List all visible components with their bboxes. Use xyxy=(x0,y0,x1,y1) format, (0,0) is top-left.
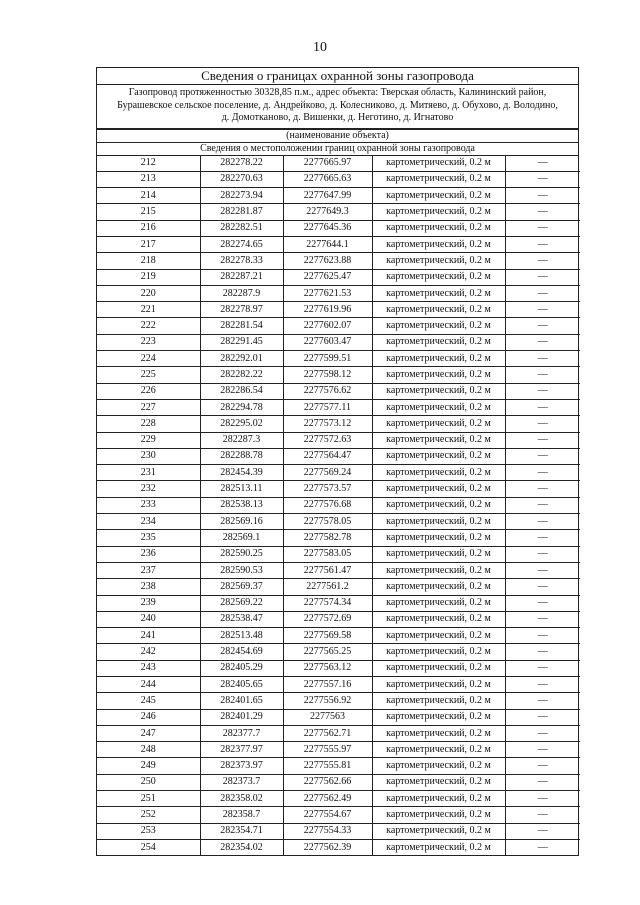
method-accuracy-cell: картометрический, 0.2 м xyxy=(372,644,505,660)
description-cell: — xyxy=(505,725,580,741)
method-accuracy-cell: картометрический, 0.2 м xyxy=(372,497,505,513)
x-coordinate-cell: 282274.65 xyxy=(200,236,283,252)
x-coordinate-cell: 282538.13 xyxy=(200,497,283,513)
point-number-cell: 214 xyxy=(97,188,200,204)
method-accuracy-cell: картометрический, 0.2 м xyxy=(372,839,505,855)
point-number-cell: 225 xyxy=(97,367,200,383)
table-row xyxy=(97,269,580,285)
table-row xyxy=(97,399,580,415)
table-row xyxy=(97,530,580,546)
y-coordinate-cell: 2277665.97 xyxy=(283,156,372,172)
method-accuracy-cell: картометрический, 0.2 м xyxy=(372,562,505,578)
point-number-cell: 253 xyxy=(97,823,200,839)
y-coordinate-cell: 2277599.51 xyxy=(283,351,372,367)
description-cell: — xyxy=(505,383,580,399)
point-number-cell: 217 xyxy=(97,236,200,252)
description-cell: — xyxy=(505,823,580,839)
x-coordinate-cell: 282286.54 xyxy=(200,383,283,399)
x-coordinate-cell: 282377.97 xyxy=(200,742,283,758)
description-cell: — xyxy=(505,660,580,676)
description-cell: — xyxy=(505,579,580,595)
y-coordinate-cell: 2277623.88 xyxy=(283,253,372,269)
description-cell: — xyxy=(505,302,580,318)
point-number-cell: 254 xyxy=(97,839,200,855)
y-coordinate-cell: 2277562.66 xyxy=(283,774,372,790)
y-coordinate-cell: 2277603.47 xyxy=(283,334,372,350)
x-coordinate-cell: 282282.51 xyxy=(200,220,283,236)
coordinates-table xyxy=(97,156,580,856)
point-number-cell: 240 xyxy=(97,611,200,627)
x-coordinate-cell: 282401.65 xyxy=(200,693,283,709)
x-coordinate-cell: 282405.29 xyxy=(200,660,283,676)
method-accuracy-cell: картометрический, 0.2 м xyxy=(372,660,505,676)
point-number-cell: 227 xyxy=(97,399,200,415)
description-cell: — xyxy=(505,448,580,464)
section-title: Сведения о границах охранной зоны газопровода xyxy=(97,68,578,85)
method-accuracy-cell: картометрический, 0.2 м xyxy=(372,709,505,725)
y-coordinate-cell: 2277561.2 xyxy=(283,579,372,595)
y-coordinate-cell: 2277554.33 xyxy=(283,823,372,839)
y-coordinate-cell: 2277556.92 xyxy=(283,693,372,709)
table-row xyxy=(97,302,580,318)
y-coordinate-cell: 2277562.71 xyxy=(283,725,372,741)
x-coordinate-cell: 282454.39 xyxy=(200,465,283,481)
y-coordinate-cell: 2277572.63 xyxy=(283,432,372,448)
table-row xyxy=(97,204,580,220)
description-cell: — xyxy=(505,253,580,269)
x-coordinate-cell: 282373.97 xyxy=(200,758,283,774)
x-coordinate-cell: 282513.11 xyxy=(200,481,283,497)
description-cell: — xyxy=(505,204,580,220)
coordinates-table-body xyxy=(97,156,580,856)
method-accuracy-cell: картометрический, 0.2 м xyxy=(372,399,505,415)
description-cell: — xyxy=(505,465,580,481)
method-accuracy-cell: картометрический, 0.2 м xyxy=(372,188,505,204)
description-cell: — xyxy=(505,432,580,448)
point-number-cell: 238 xyxy=(97,579,200,595)
table-row xyxy=(97,432,580,448)
method-accuracy-cell: картометрический, 0.2 м xyxy=(372,481,505,497)
point-number-cell: 219 xyxy=(97,269,200,285)
point-number-cell: 226 xyxy=(97,383,200,399)
x-coordinate-cell: 282273.94 xyxy=(200,188,283,204)
y-coordinate-cell: 2277625.47 xyxy=(283,269,372,285)
description-cell: — xyxy=(505,791,580,807)
y-coordinate-cell: 2277576.62 xyxy=(283,383,372,399)
table-row xyxy=(97,758,580,774)
y-coordinate-cell: 2277602.07 xyxy=(283,318,372,334)
method-accuracy-cell: картометрический, 0.2 м xyxy=(372,448,505,464)
point-number-cell: 223 xyxy=(97,334,200,350)
y-coordinate-cell: 2277644.1 xyxy=(283,236,372,252)
x-coordinate-cell: 282569.1 xyxy=(200,530,283,546)
x-coordinate-cell: 282569.16 xyxy=(200,514,283,530)
y-coordinate-cell: 2277576.68 xyxy=(283,497,372,513)
point-number-cell: 229 xyxy=(97,432,200,448)
table-row xyxy=(97,807,580,823)
y-coordinate-cell: 2277583.05 xyxy=(283,546,372,562)
y-coordinate-cell: 2277645.36 xyxy=(283,220,372,236)
x-coordinate-cell: 282590.53 xyxy=(200,562,283,578)
description-cell: — xyxy=(505,839,580,855)
x-coordinate-cell: 282281.87 xyxy=(200,204,283,220)
point-number-cell: 235 xyxy=(97,530,200,546)
table-row xyxy=(97,725,580,741)
description-cell: — xyxy=(505,285,580,301)
x-coordinate-cell: 282287.21 xyxy=(200,269,283,285)
x-coordinate-cell: 282278.33 xyxy=(200,253,283,269)
y-coordinate-cell: 2277563 xyxy=(283,709,372,725)
method-accuracy-cell: картометрический, 0.2 м xyxy=(372,823,505,839)
method-accuracy-cell: картометрический, 0.2 м xyxy=(372,758,505,774)
description-cell: — xyxy=(505,628,580,644)
method-accuracy-cell: картометрический, 0.2 м xyxy=(372,351,505,367)
point-number-cell: 231 xyxy=(97,465,200,481)
point-number-cell: 212 xyxy=(97,156,200,172)
point-number-cell: 252 xyxy=(97,807,200,823)
table-row xyxy=(97,677,580,693)
y-coordinate-cell: 2277573.57 xyxy=(283,481,372,497)
table-row xyxy=(97,562,580,578)
x-coordinate-cell: 282294.78 xyxy=(200,399,283,415)
x-coordinate-cell: 282292.01 xyxy=(200,351,283,367)
point-number-cell: 222 xyxy=(97,318,200,334)
object-description-line: Газопровод протяженностью 30328,85 п.м., адрес объекта: Тверская область, Калининский район, xyxy=(128,87,547,98)
description-cell: — xyxy=(505,595,580,611)
description-cell: — xyxy=(505,188,580,204)
point-number-cell: 250 xyxy=(97,774,200,790)
y-coordinate-cell: 2277569.58 xyxy=(283,628,372,644)
point-number-cell: 248 xyxy=(97,742,200,758)
point-number-cell: 237 xyxy=(97,562,200,578)
point-number-cell: 232 xyxy=(97,481,200,497)
table-row xyxy=(97,693,580,709)
y-coordinate-cell: 2277598.12 xyxy=(283,367,372,383)
table-row xyxy=(97,579,580,595)
y-coordinate-cell: 2277621.53 xyxy=(283,285,372,301)
y-coordinate-cell: 2277563.12 xyxy=(283,660,372,676)
x-coordinate-cell: 282358.7 xyxy=(200,807,283,823)
method-accuracy-cell: картометрический, 0.2 м xyxy=(372,302,505,318)
method-accuracy-cell: картометрический, 0.2 м xyxy=(372,416,505,432)
table-row xyxy=(97,367,580,383)
table-row xyxy=(97,742,580,758)
x-coordinate-cell: 282287.3 xyxy=(200,432,283,448)
table-row xyxy=(97,448,580,464)
y-coordinate-cell: 2277562.49 xyxy=(283,791,372,807)
description-cell: — xyxy=(505,774,580,790)
x-coordinate-cell: 282454.69 xyxy=(200,644,283,660)
method-accuracy-cell: картометрический, 0.2 м xyxy=(372,156,505,172)
y-coordinate-cell: 2277582.78 xyxy=(283,530,372,546)
x-coordinate-cell: 282287.9 xyxy=(200,285,283,301)
point-number-cell: 236 xyxy=(97,546,200,562)
table-row xyxy=(97,514,580,530)
description-cell: — xyxy=(505,156,580,172)
description-cell: — xyxy=(505,807,580,823)
x-coordinate-cell: 282405.65 xyxy=(200,677,283,693)
table-row xyxy=(97,709,580,725)
table-row xyxy=(97,220,580,236)
point-number-cell: 220 xyxy=(97,285,200,301)
table-row xyxy=(97,644,580,660)
description-cell: — xyxy=(505,236,580,252)
page-number: 10 xyxy=(313,40,327,55)
description-cell: — xyxy=(505,367,580,383)
method-accuracy-cell: картометрический, 0.2 м xyxy=(372,579,505,595)
x-coordinate-cell: 282590.25 xyxy=(200,546,283,562)
method-accuracy-cell: картометрический, 0.2 м xyxy=(372,253,505,269)
boundary-document xyxy=(96,67,579,856)
point-number-cell: 241 xyxy=(97,628,200,644)
point-number-cell: 218 xyxy=(97,253,200,269)
table-row xyxy=(97,791,580,807)
method-accuracy-cell: картометрический, 0.2 м xyxy=(372,367,505,383)
description-cell: — xyxy=(505,693,580,709)
boundary-caption: Сведения о местоположении границ охранной зоны газопровода xyxy=(97,143,578,156)
x-coordinate-cell: 282270.63 xyxy=(200,171,283,187)
method-accuracy-cell: картометрический, 0.2 м xyxy=(372,383,505,399)
table-row xyxy=(97,318,580,334)
y-coordinate-cell: 2277564.47 xyxy=(283,448,372,464)
y-coordinate-cell: 2277557.16 xyxy=(283,677,372,693)
point-number-cell: 213 xyxy=(97,171,200,187)
x-coordinate-cell: 282278.22 xyxy=(200,156,283,172)
method-accuracy-cell: картометрический, 0.2 м xyxy=(372,628,505,644)
x-coordinate-cell: 282569.22 xyxy=(200,595,283,611)
table-row xyxy=(97,285,580,301)
method-accuracy-cell: картометрический, 0.2 м xyxy=(372,220,505,236)
y-coordinate-cell: 2277649.3 xyxy=(283,204,372,220)
description-cell: — xyxy=(505,742,580,758)
method-accuracy-cell: картометрический, 0.2 м xyxy=(372,807,505,823)
y-coordinate-cell: 2277554.67 xyxy=(283,807,372,823)
x-coordinate-cell: 282538.47 xyxy=(200,611,283,627)
method-accuracy-cell: картометрический, 0.2 м xyxy=(372,285,505,301)
object-caption: (наименование объекта) xyxy=(97,129,578,143)
y-coordinate-cell: 2277562.39 xyxy=(283,839,372,855)
point-number-cell: 243 xyxy=(97,660,200,676)
table-row xyxy=(97,156,580,172)
description-cell: — xyxy=(505,269,580,285)
method-accuracy-cell: картометрический, 0.2 м xyxy=(372,318,505,334)
point-number-cell: 230 xyxy=(97,448,200,464)
point-number-cell: 221 xyxy=(97,302,200,318)
method-accuracy-cell: картометрический, 0.2 м xyxy=(372,611,505,627)
y-coordinate-cell: 2277555.81 xyxy=(283,758,372,774)
description-cell: — xyxy=(505,677,580,693)
y-coordinate-cell: 2277569.24 xyxy=(283,465,372,481)
y-coordinate-cell: 2277565.25 xyxy=(283,644,372,660)
x-coordinate-cell: 282373.7 xyxy=(200,774,283,790)
method-accuracy-cell: картометрический, 0.2 м xyxy=(372,677,505,693)
table-row xyxy=(97,465,580,481)
x-coordinate-cell: 282281.54 xyxy=(200,318,283,334)
object-description-line: Бурашевское сельское поселение, д. Андрейково, д. Колесниково, д. Митяево, д. Обухово, д. Володино, xyxy=(117,99,558,111)
description-cell: — xyxy=(505,497,580,513)
x-coordinate-cell: 282291.45 xyxy=(200,334,283,350)
table-row xyxy=(97,171,580,187)
y-coordinate-cell: 2277577.11 xyxy=(283,399,372,415)
point-number-cell: 247 xyxy=(97,725,200,741)
method-accuracy-cell: картометрический, 0.2 м xyxy=(372,269,505,285)
method-accuracy-cell: картометрический, 0.2 м xyxy=(372,204,505,220)
method-accuracy-cell: картометрический, 0.2 м xyxy=(372,742,505,758)
description-cell: — xyxy=(505,334,580,350)
y-coordinate-cell: 2277574.34 xyxy=(283,595,372,611)
object-description xyxy=(97,85,578,129)
description-cell: — xyxy=(505,514,580,530)
description-cell: — xyxy=(505,399,580,415)
method-accuracy-cell: картометрический, 0.2 м xyxy=(372,774,505,790)
point-number-cell: 251 xyxy=(97,791,200,807)
x-coordinate-cell: 282278.97 xyxy=(200,302,283,318)
table-row xyxy=(97,839,580,855)
point-number-cell: 234 xyxy=(97,514,200,530)
point-number-cell: 233 xyxy=(97,497,200,513)
method-accuracy-cell: картометрический, 0.2 м xyxy=(372,334,505,350)
y-coordinate-cell: 2277561.47 xyxy=(283,562,372,578)
y-coordinate-cell: 2277578.05 xyxy=(283,514,372,530)
description-cell: — xyxy=(505,171,580,187)
description-cell: — xyxy=(505,758,580,774)
method-accuracy-cell: картометрический, 0.2 м xyxy=(372,546,505,562)
x-coordinate-cell: 282377.7 xyxy=(200,725,283,741)
table-row xyxy=(97,481,580,497)
table-row xyxy=(97,236,580,252)
point-number-cell: 216 xyxy=(97,220,200,236)
point-number-cell: 245 xyxy=(97,693,200,709)
x-coordinate-cell: 282569.37 xyxy=(200,579,283,595)
table-row xyxy=(97,660,580,676)
x-coordinate-cell: 282354.71 xyxy=(200,823,283,839)
y-coordinate-cell: 2277555.97 xyxy=(283,742,372,758)
point-number-cell: 249 xyxy=(97,758,200,774)
x-coordinate-cell: 282354.02 xyxy=(200,839,283,855)
point-number-cell: 228 xyxy=(97,416,200,432)
description-cell: — xyxy=(505,546,580,562)
method-accuracy-cell: картометрический, 0.2 м xyxy=(372,514,505,530)
table-row xyxy=(97,383,580,399)
y-coordinate-cell: 2277572.69 xyxy=(283,611,372,627)
x-coordinate-cell: 282282.22 xyxy=(200,367,283,383)
y-coordinate-cell: 2277619.96 xyxy=(283,302,372,318)
table-row xyxy=(97,416,580,432)
table-row xyxy=(97,774,580,790)
point-number-cell: 242 xyxy=(97,644,200,660)
description-cell: — xyxy=(505,709,580,725)
method-accuracy-cell: картометрический, 0.2 м xyxy=(372,236,505,252)
x-coordinate-cell: 282513.48 xyxy=(200,628,283,644)
table-row xyxy=(97,253,580,269)
object-description-line: д. Домотканово, д. Вишенки, д. Неготино, д. Игнатово xyxy=(221,112,454,123)
description-cell: — xyxy=(505,481,580,497)
table-row xyxy=(97,497,580,513)
method-accuracy-cell: картометрический, 0.2 м xyxy=(372,432,505,448)
x-coordinate-cell: 282288.78 xyxy=(200,448,283,464)
method-accuracy-cell: картометрический, 0.2 м xyxy=(372,725,505,741)
description-cell: — xyxy=(505,416,580,432)
method-accuracy-cell: картометрический, 0.2 м xyxy=(372,530,505,546)
y-coordinate-cell: 2277573.12 xyxy=(283,416,372,432)
table-row xyxy=(97,823,580,839)
description-cell: — xyxy=(505,611,580,627)
description-cell: — xyxy=(505,351,580,367)
description-cell: — xyxy=(505,530,580,546)
table-row xyxy=(97,351,580,367)
point-number-cell: 244 xyxy=(97,677,200,693)
x-coordinate-cell: 282358.02 xyxy=(200,791,283,807)
method-accuracy-cell: картометрический, 0.2 м xyxy=(372,171,505,187)
point-number-cell: 239 xyxy=(97,595,200,611)
table-row xyxy=(97,611,580,627)
table-row xyxy=(97,334,580,350)
table-row xyxy=(97,546,580,562)
description-cell: — xyxy=(505,644,580,660)
y-coordinate-cell: 2277665.63 xyxy=(283,171,372,187)
x-coordinate-cell: 282295.02 xyxy=(200,416,283,432)
description-cell: — xyxy=(505,562,580,578)
point-number-cell: 246 xyxy=(97,709,200,725)
point-number-cell: 224 xyxy=(97,351,200,367)
y-coordinate-cell: 2277647.99 xyxy=(283,188,372,204)
method-accuracy-cell: картометрический, 0.2 м xyxy=(372,791,505,807)
table-row xyxy=(97,595,580,611)
method-accuracy-cell: картометрический, 0.2 м xyxy=(372,465,505,481)
method-accuracy-cell: картометрический, 0.2 м xyxy=(372,595,505,611)
x-coordinate-cell: 282401.29 xyxy=(200,709,283,725)
point-number-cell: 215 xyxy=(97,204,200,220)
table-row xyxy=(97,188,580,204)
table-row xyxy=(97,628,580,644)
method-accuracy-cell: картометрический, 0.2 м xyxy=(372,693,505,709)
description-cell: — xyxy=(505,220,580,236)
description-cell: — xyxy=(505,318,580,334)
